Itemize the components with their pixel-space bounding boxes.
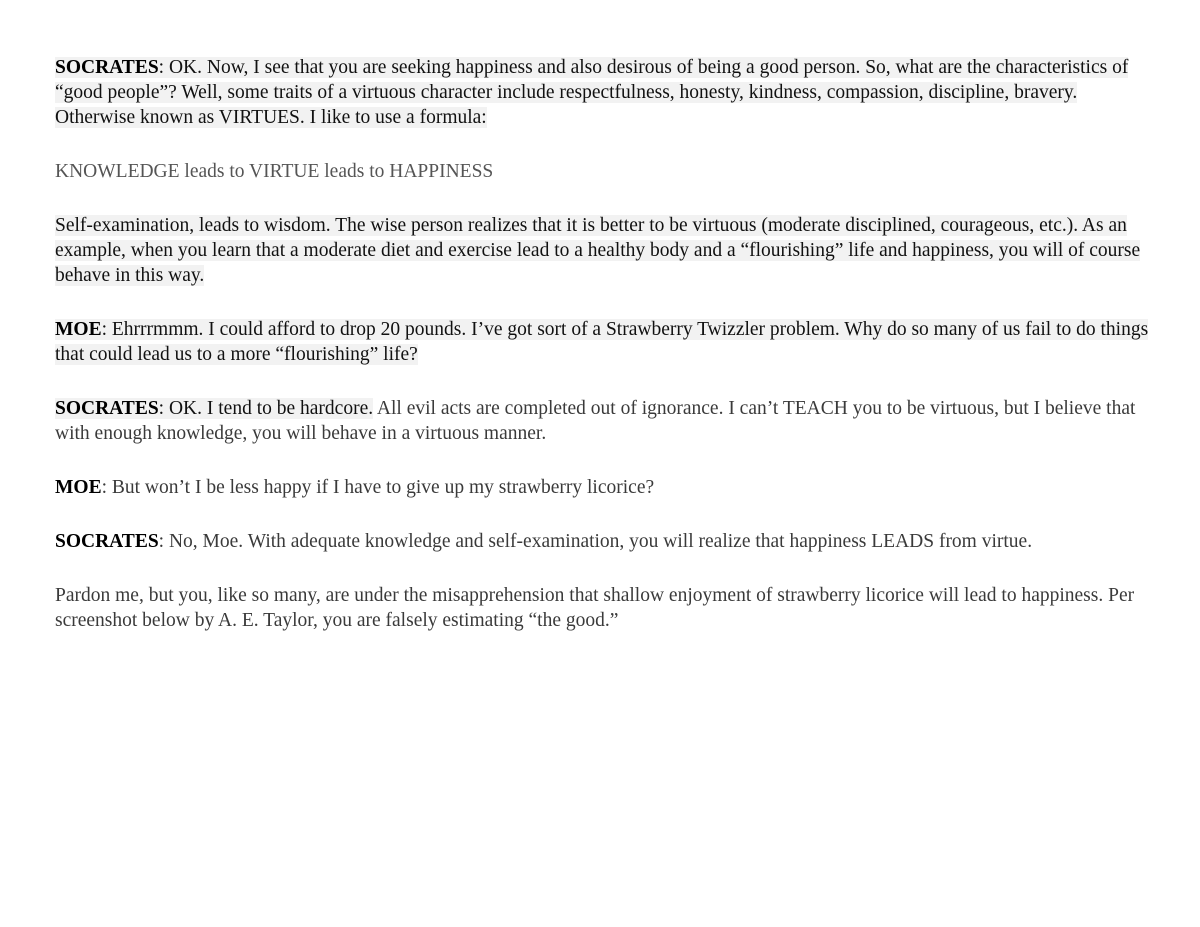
formula-line: KNOWLEDGE leads to VIRTUE leads to HAPPINESS [55,161,494,182]
self-examination-text: Self-examination, leads to wisdom. The wise person realizes that it is better to be virtuous (moderate disciplined, courageous, etc.). As an example, when you learn that a moderate diet and exercise lead to a healthy body and a “flourishing” life and happiness, you will of course behave in this way. [55,215,1141,286]
paragraph-socrates-hardcore [55,396,1155,446]
highlight-socrates-hardcore [55,398,373,419]
document-page [55,55,1155,662]
socrates-virtues-text: : OK. Now, I see that you are seeking happiness and also desirous of being a good person. So, what are the characteristics of “good people”? Well, some traits of a virtuous character include respectfulness, honesty, kindness, compassion, discipline, bravery. Otherwise known as VIRTUES. I like to use a formula: [55,57,1129,128]
speaker-socrates: SOCRATES [55,531,159,552]
moe-twizzler-text: : Ehrrrmmm. I could afford to drop 20 pounds. I’ve got sort of a Strawberry Twizzler problem. Why do so many of us fail to do things that could lead us to a more “flourishing” life? [55,319,1149,365]
speaker-socrates: SOCRATES [55,398,159,419]
socrates-hardcore-text-b: All evil acts are completed out of ignorance. I can’t TEACH you to be virtuous, but I believe that with enough knowledge, you will behave in a virtuous manner. [55,398,1136,444]
speaker-moe: MOE [55,319,102,340]
speaker-moe: MOE [55,477,102,498]
socrates-hardcore-text-a: : OK. I tend to be hardcore. [158,398,374,419]
paragraph-socrates-virtues [55,55,1155,130]
highlight-moe-twizzler [55,319,1148,365]
highlight-socrates-virtues [55,57,1128,128]
socrates-no-moe-text: : No, Moe. With adequate knowledge and self-examination, you will realize that happiness LEADS from virtue. [158,531,1033,552]
paragraph-moe-twizzler [55,317,1155,367]
paragraph-moe-licorice [55,475,1155,500]
paragraph-pardon-me: Pardon me, but you, like so many, are under the misapprehension that shallow enjoyment of strawberry licorice will lead to happiness. Per screenshot below by A. E. Taylor, you are falsely estimating “the good.” [55,585,1135,631]
paragraph-self-examination [55,213,1155,288]
moe-licorice-text: : But won’t I be less happy if I have to give up my strawberry licorice? [101,477,655,498]
paragraph-socrates-no-moe [55,529,1155,554]
speaker-socrates: SOCRATES [55,57,159,78]
